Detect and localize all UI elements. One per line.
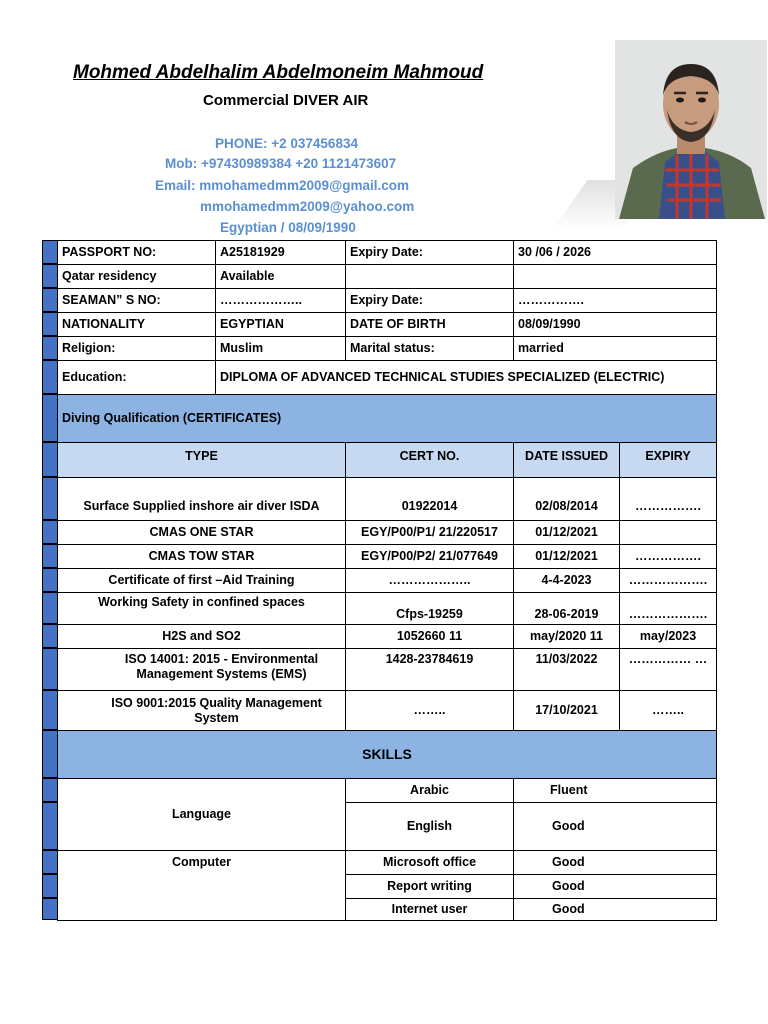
certificates-header-row	[58, 443, 717, 478]
education-row	[58, 361, 717, 395]
skill-level: Fluent	[514, 779, 717, 803]
cert-number: EGY/P00/P1/ 21/220517	[346, 521, 514, 545]
cert-number: 01922014	[346, 478, 514, 521]
table-row	[58, 521, 717, 545]
cert-issued: may/2020 11	[514, 625, 620, 649]
nationality-value: EGYPTIAN	[216, 313, 346, 337]
cert-issued: 02/08/2014	[514, 478, 620, 521]
job-title: Commercial DIVER AIR	[203, 92, 369, 109]
passport-expiry-value: 30 /06 / 2026	[514, 241, 717, 265]
skills-section-title: SKILLS	[58, 731, 717, 779]
dob-value: 08/09/1990	[514, 313, 717, 337]
skill-level: Good	[514, 851, 717, 875]
phone-text: PHONE: +2 037456834	[215, 136, 358, 151]
residency-value: Available	[216, 265, 346, 289]
cert-issued: 4-4-2023	[514, 569, 620, 593]
col-type-header: TYPE	[58, 443, 346, 478]
passport-label: PASSPORT NO:	[58, 241, 216, 265]
cert-expiry: ……………….	[620, 593, 717, 625]
certificates-section-row	[58, 395, 717, 443]
cert-type: ISO 9001:2015 Quality Management System	[58, 691, 346, 731]
cert-issued: 28-06-2019	[514, 593, 620, 625]
skill-level: Good	[514, 803, 717, 851]
passport-value: A25181929	[216, 241, 346, 265]
seaman-value: ………………..	[216, 289, 346, 313]
cv-table	[57, 240, 717, 921]
marital-value: married	[514, 337, 717, 361]
email-secondary: mmohamedmm2009@yahoo.com	[200, 199, 415, 214]
skill-name: Arabic	[346, 779, 514, 803]
table-row	[58, 593, 717, 625]
table-row	[58, 625, 717, 649]
empty-cell	[514, 265, 717, 289]
skill-name: English	[346, 803, 514, 851]
cert-issued: 01/12/2021	[514, 545, 620, 569]
cert-issued: 01/12/2021	[514, 521, 620, 545]
cert-expiry	[620, 521, 717, 545]
nationality-dob: Egyptian / 08/09/1990	[220, 220, 356, 235]
table-row	[58, 478, 717, 521]
religion-row	[58, 337, 717, 361]
skill-level: Good	[514, 875, 717, 899]
cert-expiry: may/2023	[620, 625, 717, 649]
cert-expiry: …………….	[620, 478, 717, 521]
seaman-expiry-label: Expiry Date:	[346, 289, 514, 313]
certificates-section-title: Diving Qualification (CERTIFICATES)	[58, 395, 717, 443]
cert-type: Surface Supplied inshore air diver ISDA	[58, 478, 346, 521]
seaman-expiry-value: …………….	[514, 289, 717, 313]
education-label: Education:	[58, 361, 216, 395]
computer-label: Computer	[58, 851, 346, 921]
table-row	[58, 691, 717, 731]
passport-expiry-label: Expiry Date:	[346, 241, 514, 265]
cert-expiry: ……..	[620, 691, 717, 731]
col-expiry-header: EXPIRY	[620, 443, 717, 478]
cert-issued: 11/03/2022	[514, 649, 620, 691]
language-label: Language	[58, 779, 346, 851]
table-row	[58, 569, 717, 593]
cert-type: ISO 14001: 2015 - Environmental Management Systems (EMS)	[58, 649, 346, 691]
skill-name: Report writing	[346, 875, 514, 899]
table-row	[58, 649, 717, 691]
cert-issued: 17/10/2021	[514, 691, 620, 731]
skill-name: Microsoft office	[346, 851, 514, 875]
nationality-label: NATIONALITY	[58, 313, 216, 337]
cert-type: CMAS ONE STAR	[58, 521, 346, 545]
email-primary: Email: mmohamedmm2009@gmail.com	[155, 178, 410, 193]
cert-number: ………………..	[346, 569, 514, 593]
marital-label: Marital status:	[346, 337, 514, 361]
cert-type: H2S and SO2	[58, 625, 346, 649]
col-issued-header: DATE ISSUED	[514, 443, 620, 478]
cert-number: 1052660 11	[346, 625, 514, 649]
cert-type: CMAS TOW STAR	[58, 545, 346, 569]
cert-expiry: …………… …	[620, 649, 717, 691]
residency-label: Qatar residency	[58, 265, 216, 289]
cert-number: 1428-23784619	[346, 649, 514, 691]
skill-level: Good	[514, 899, 717, 921]
cert-type: Certificate of first –Aid Training	[58, 569, 346, 593]
cert-expiry: …………….	[620, 545, 717, 569]
skills-section-row	[58, 731, 717, 779]
residency-row	[58, 265, 717, 289]
cert-number: ……..	[346, 691, 514, 731]
table-row	[58, 851, 717, 875]
education-value: DIPLOMA OF ADVANCED TECHNICAL STUDIES SPECIALIZED (ELECTRIC)	[216, 361, 717, 395]
religion-label: Religion:	[58, 337, 216, 361]
religion-value: Muslim	[216, 337, 346, 361]
nationality-row	[58, 313, 717, 337]
cert-number: Cfps-19259	[346, 593, 514, 625]
cert-expiry: ……………….	[620, 569, 717, 593]
passport-row	[58, 241, 717, 265]
skill-name: Internet user	[346, 899, 514, 921]
cert-type: Working Safety in confined spaces	[58, 593, 346, 625]
profile-photo	[615, 40, 767, 219]
mobile-text: Mob: +97430989384 +20 1121473607	[165, 156, 397, 171]
empty-cell	[346, 265, 514, 289]
col-cert-header: CERT NO.	[346, 443, 514, 478]
seaman-label: SEAMAN” S NO:	[58, 289, 216, 313]
table-row	[58, 545, 717, 569]
seaman-row	[58, 289, 717, 313]
applicant-name: Mohmed Abdelhalim Abdelmoneim Mahmoud	[73, 62, 484, 83]
dob-label: DATE OF BIRTH	[346, 313, 514, 337]
table-row	[58, 779, 717, 803]
cert-number: EGY/P00/P2/ 21/077649	[346, 545, 514, 569]
